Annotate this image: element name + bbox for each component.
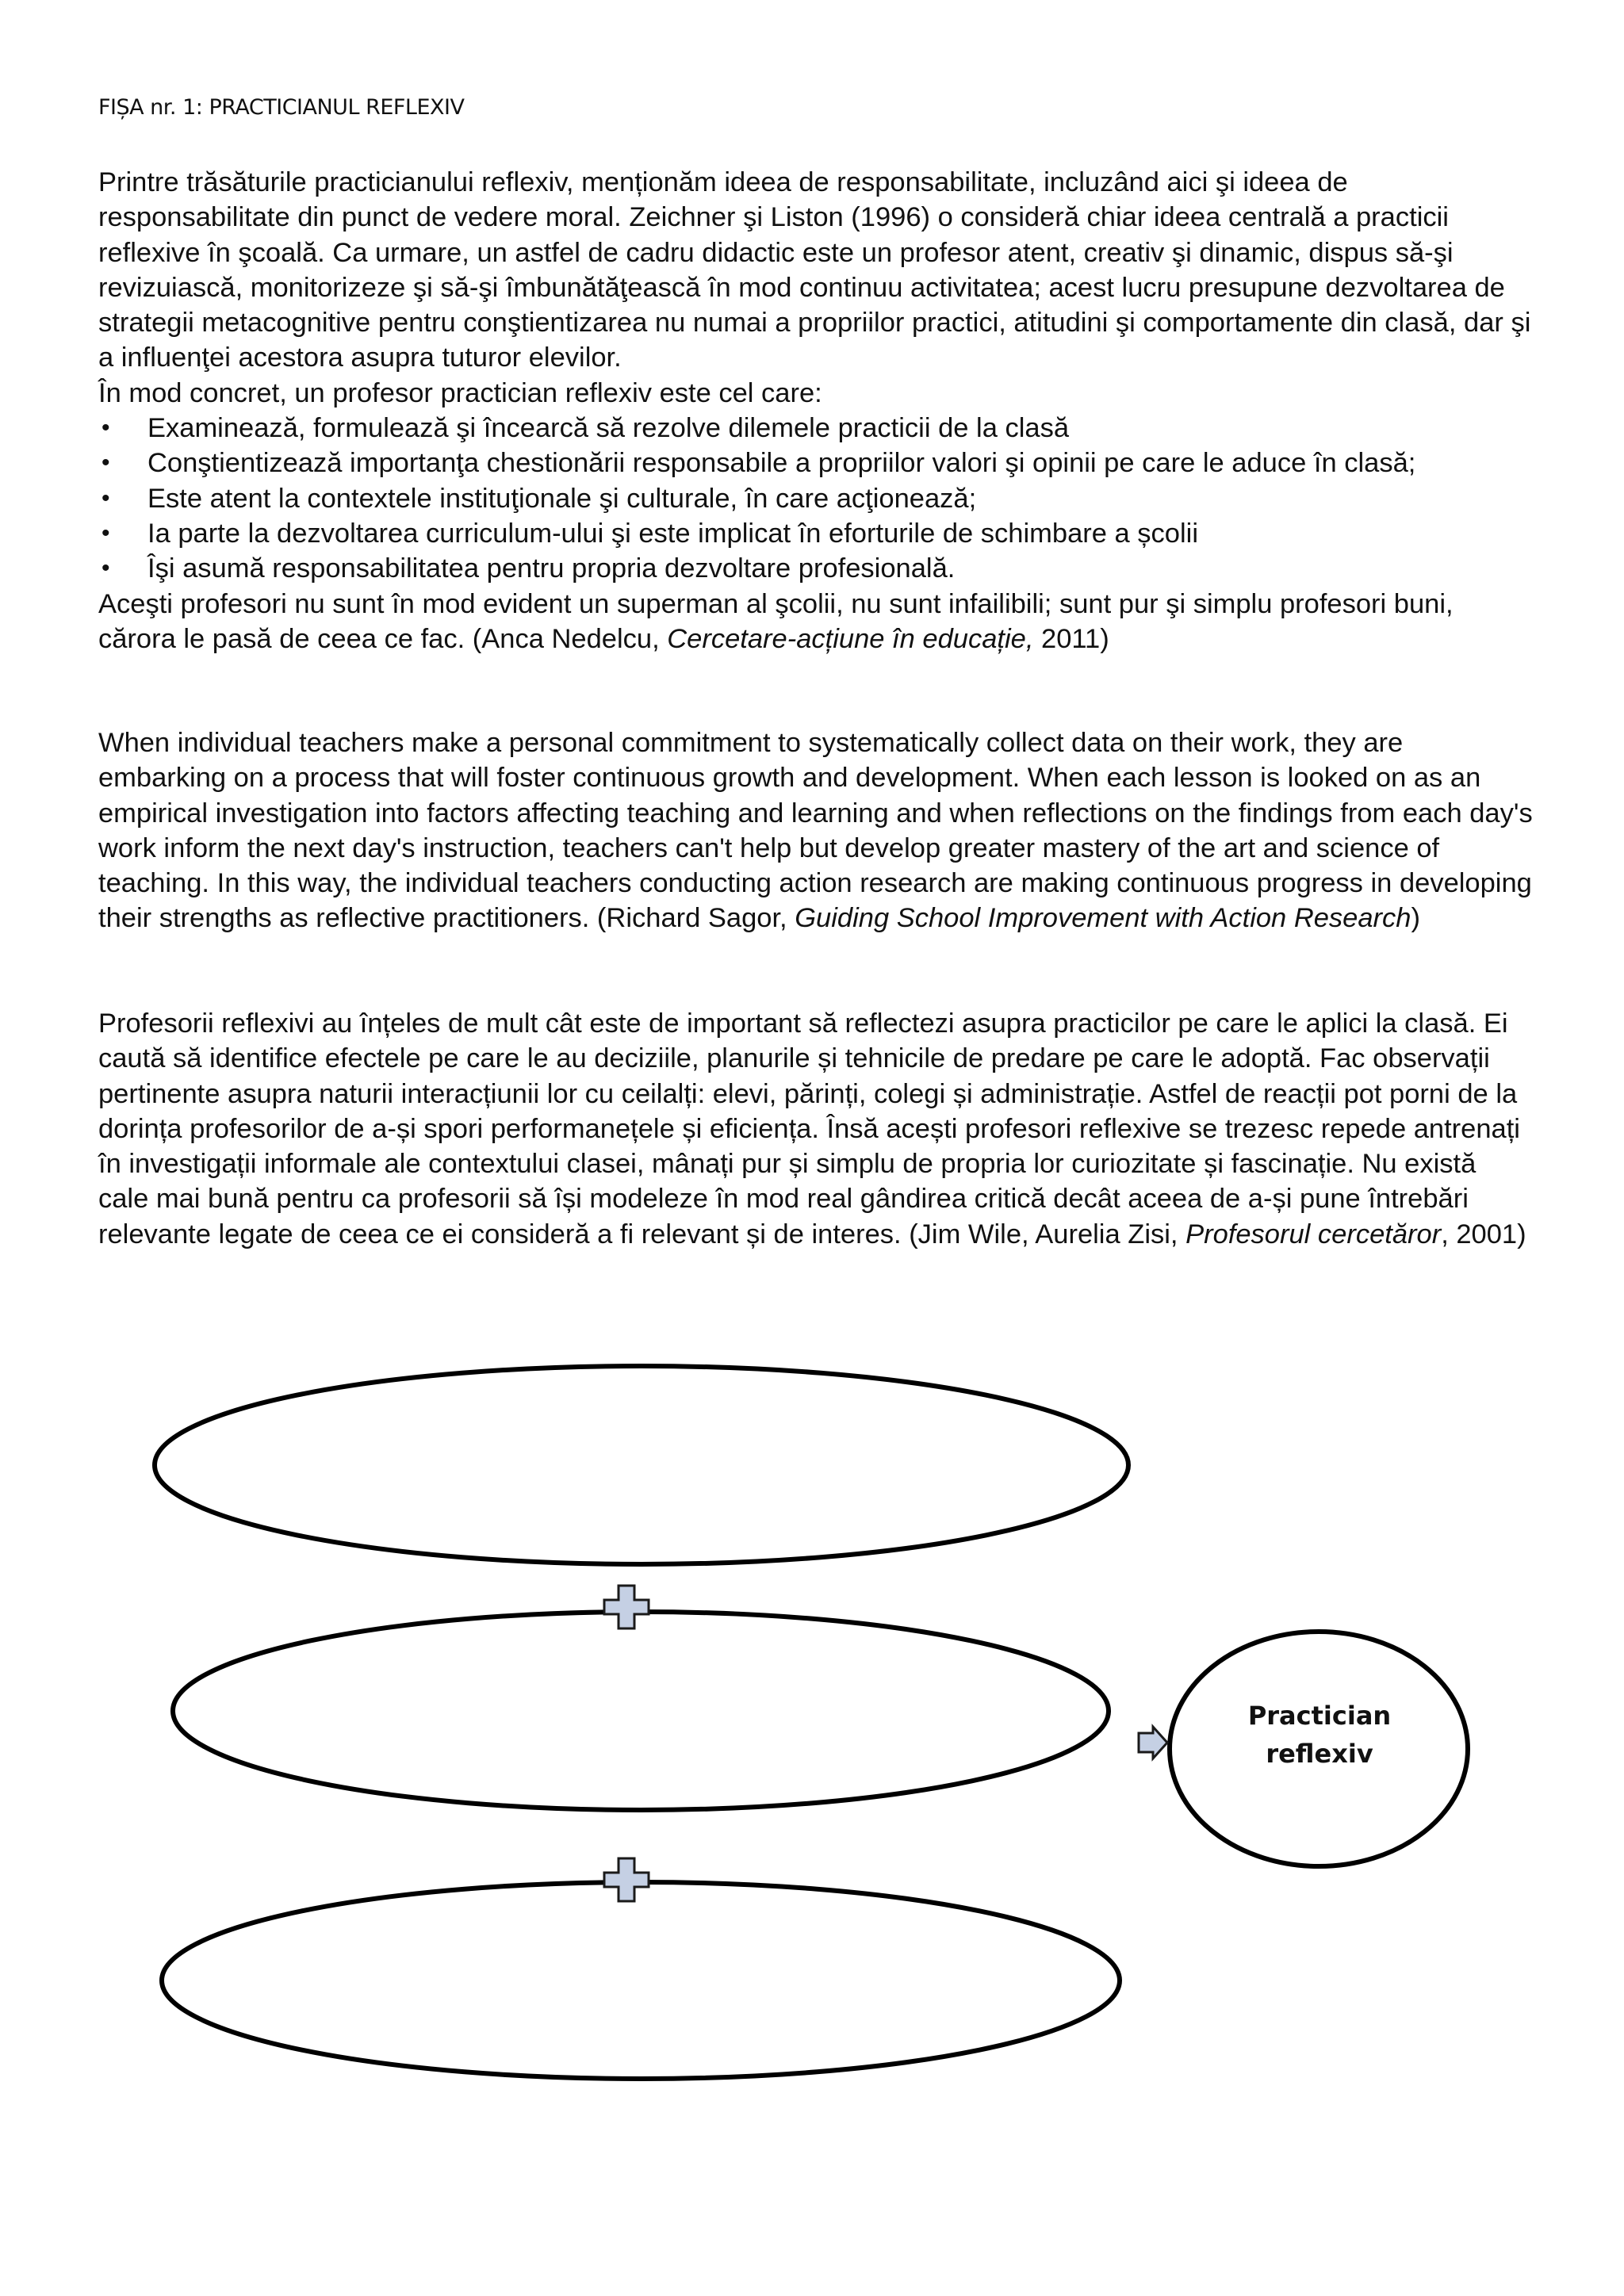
passage-wile-text (98, 1006, 1534, 1252)
passage-nedelcu-intro: Printre trăsăturile practicianului reflexiv, menționăm ideea de responsabilitate, incluzând aici şi ideea de responsabilitate din punct de vedere moral. Zeichner şi Liston (1996) o consideră chiar ideea centrală a practicii reflexive în şcoală. Ca urmare, un astfel de cadru didactic este un profesor atent, creativ şi dinamic, dispus să-şi revizuiască, monitorizeze şi să-şi îmbunătăţească în mod continuu activitatea; acest lucru presupune dezvoltarea de strategii metacognitive pentru conştientizarea nu numai a propriilor practici, atitudini şi comportamente din clasă, dar şi a influenţei acestora asupra tuturor elevilor. (98, 167, 1531, 373)
source-year: 2011) (1033, 623, 1109, 654)
source-title: Cercetare-acțiune în educație, (667, 623, 1034, 654)
sheet-heading: FIȘA nr. 1: PRACTICIANUL REFLEXIV (98, 95, 465, 120)
answer-ellipse-bottom[interactable] (162, 1882, 1120, 2079)
passage-nedelcu-closing (98, 587, 1534, 657)
answer-ellipse-middle[interactable] (173, 1612, 1109, 1810)
wile-body: Profesorii reflexivi au înțeles de mult cât este de important să reflectezi asupra practicilor pe care le aplici la clasă. Ei caută să identifice efectele pe care le au deciziile, planurile și tehnicile de predare pe care le adoptă. Fac observații pertinente asupra naturii interacțiunii lor cu ceilalți: elevi, părinți, colegi și administrație. Astfel de reacții pot porni de la dorința profesorilor de a-și spori performanețele și eficiența. Însă acești profesori reflexive se trezesc repede antrenați în investigații informale ale contextului clasei, mânați pur și simplu de propria lor curiozitate și fascinație. Nu există cale mai bună pentru ca profesorii să își modeleze în mod real gândirea critică decât aceea de a-și pune întrebări relevante legate de ceea ce ei consideră a fi relevant și de interes. (Jim Wile, Aurelia Zisi, (98, 1008, 1520, 1249)
answer-ellipse-top[interactable] (155, 1366, 1128, 1564)
arrow-right-icon (1139, 1727, 1167, 1758)
passage-sagor (98, 725, 1534, 936)
list-item: • Este atent la contextele instituţionale şi culturale, în care acţionează; (98, 481, 1534, 516)
list-item: • Îşi asumă responsabilitatea pentru propria dezvoltare profesională. (98, 551, 1534, 586)
list-item: • Conştientizează importanţa chestionării responsabile a propriilor valori şi opinii pe care le aduce în clasă; (98, 446, 1534, 480)
list-item: • Ia parte la dezvoltarea curriculum-ului şi este implicat în eforturile de schimbare a școlii (98, 516, 1534, 551)
passage-nedelcu (98, 165, 1534, 656)
passage-sagor-text (98, 725, 1534, 936)
source-title: Guiding School Improvement with Action Research (795, 903, 1411, 934)
source-year: , 2001) (1441, 1219, 1526, 1249)
result-label (1169, 1697, 1470, 1773)
source-end: ) (1411, 903, 1420, 934)
reflective-traits-list (98, 411, 1534, 586)
source-title: Profesorul cercetăror (1185, 1219, 1442, 1249)
list-item: • Examinează, formulează şi încearcă să rezolve dilemele practicii de la clasă (98, 411, 1534, 446)
result-label-line1: Practician (1247, 1701, 1392, 1731)
closing-text: Aceşti profesori nu sunt în mod evident un superman al şcolii, nu sunt infailibili; sunt pur şi simplu profesori buni, cărora le pasă de ceea ce fac. (Anca Nedelcu, (98, 588, 1454, 654)
result-label-line2: reflexiv (1266, 1739, 1373, 1769)
passage-nedelcu-lead: În mod concret, un profesor practician reflexiv este cel care: (98, 377, 822, 408)
sagor-body: When individual teachers make a personal commitment to systematically collect data on their work, they are embarking on a process that will foster continuous growth and development. When each lesson is looked on as an empirical investigation into factors affecting teaching and learning and when reflections on the findings from each day's work inform the next day's instruction, teachers can't help but develop greater mastery of the art and science of teaching. In this way, the individual teachers conducting action research are making continuous progress in developing their strengths as reflective practitioners. (Richard Sagor, (98, 728, 1533, 934)
passage-wile-zisi (98, 1006, 1534, 1252)
